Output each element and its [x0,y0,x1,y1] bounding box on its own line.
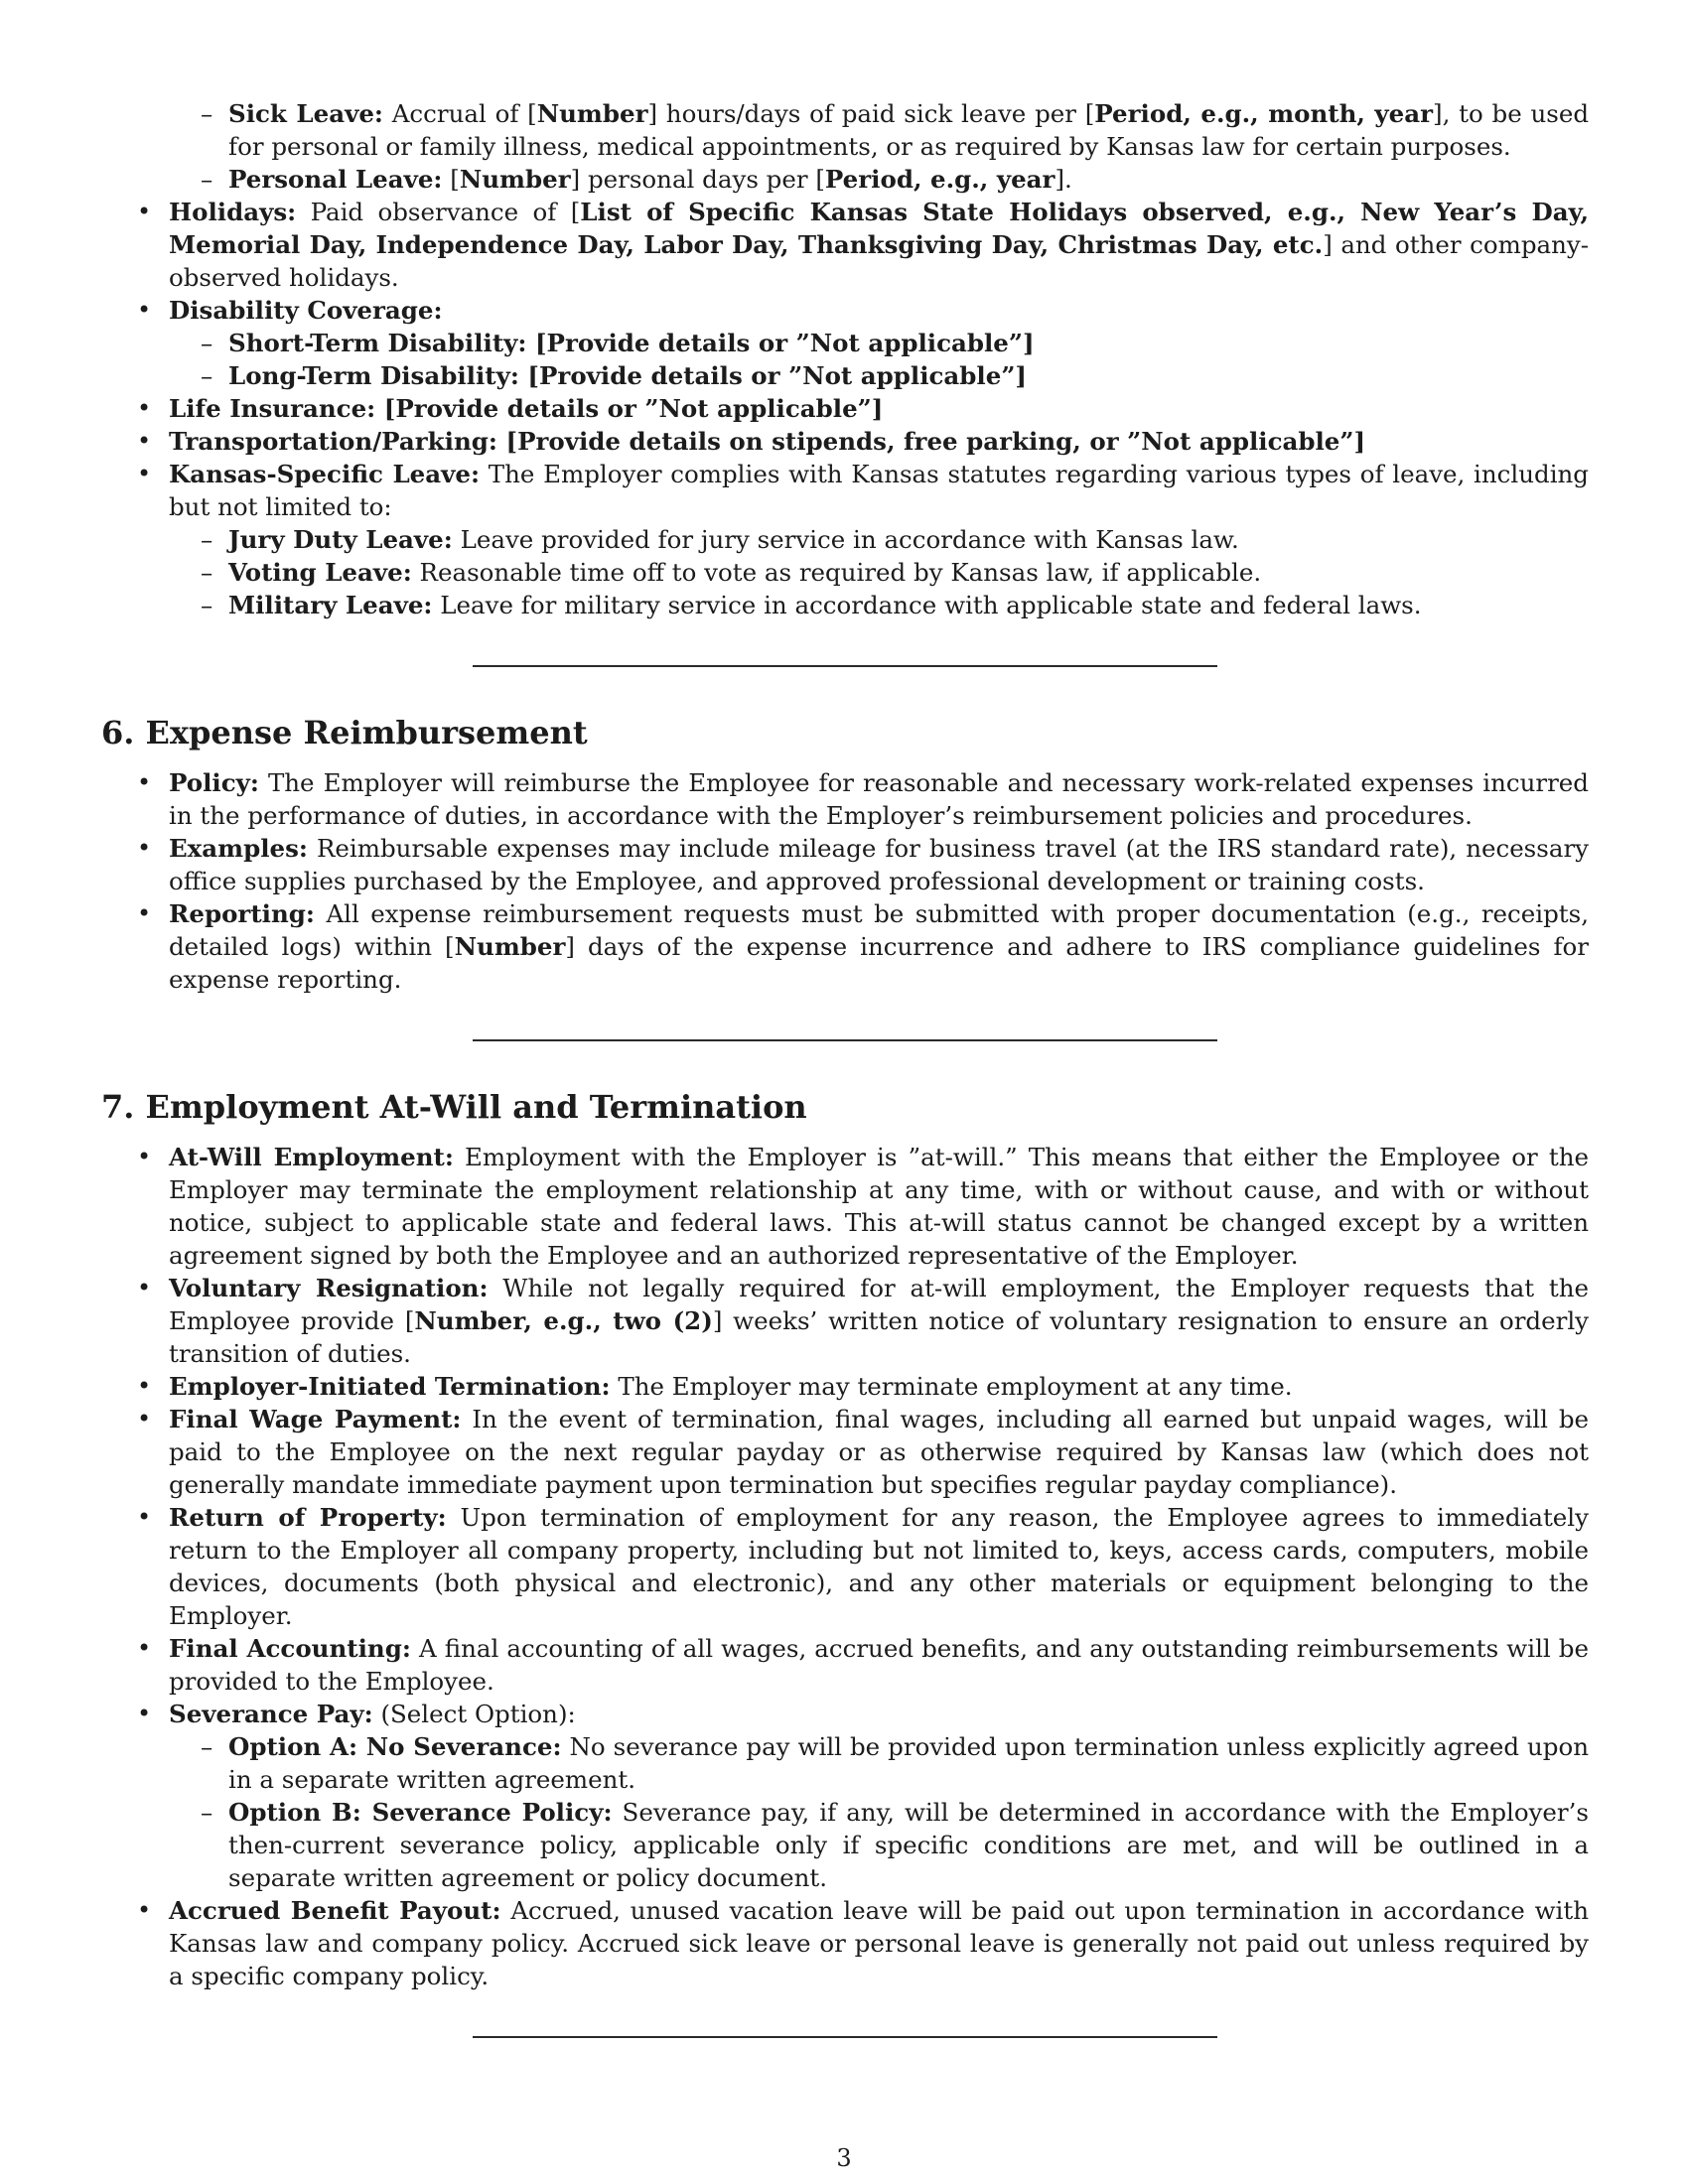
final-accounting-item: • Final Accounting: A final accounting of all wages, accrued benefits, and any outstanding reimbursements will be provided to the Employee. [137,1634,1589,1696]
severance-item: • Severance Pay: (Select Option): – Option A: No Severance: No severance pay will be provided upon termination unless explicitly agreed upon in a separate written agreement. – Option B: Severance Policy: Severance pay, if any, will be determined in accordance with the Employer’s then-current severance policy, applicable only if specific conditions are met, and will be outlined in a separate written agreement or policy document. [137,1700,1590,1892]
return-property-item: • Return of Property: Upon termination of employment for any reason, the Employee agrees to immediately return to the Employer all company property, including but not limited to, keys, access cards, computers, mobile devices, documents (both physical and electronic), and any other materials or equipment belonging to the Employer. [137,1503,1589,1630]
section-6-heading: 6. Expense Reimbursement [101,714,588,751]
at-will-item: • At-Will Employment: Employment with the Employer is ”at-will.” This means that either the Employee or the Employer may terminate the employment relationship at any time, with or without cause, and with or without notice, subject to applicable state and federal laws. This at-will status cannot be changed except by a written agreement signed by both the Employee and an authorized representative of the Employer. [137,1143,1589,1270]
page-number: 3 [836,2144,852,2172]
reporting-item: • Reporting: All expense reimbursement requests must be submitted with proper documentation (e.g., receipts, detailed logs) within [Number] days of the expense incurrence and adhere to IRS compliance guidelines for expense reporting. [137,899,1589,994]
bullet: • [137,198,152,225]
personal-leave-item: – Personal Leave: [Number] personal days per [Period, e.g., year]. [201,165,1072,194]
option-a-item: – Option A: No Severance: No severance pay will be provided upon termination unless explicitly agreed upon in a separate written agreement. [201,1732,1589,1794]
leave-subitems-container [101,97,1589,196]
bullet: • [137,1896,152,1924]
life-insurance-item: • Life Insurance: [Provide details or ”Not applicable”] [137,394,884,423]
bullet: • [137,834,152,862]
disability-sublist [169,327,1589,392]
bullet: • [137,1143,152,1170]
jury-duty-item: – Jury Duty Leave: Leave provided for jury service in accordance with Kansas law. [201,525,1239,554]
examples-item: • Examples: Reimbursable expenses may include mileage for business travel (at the IRS standard rate), necessary office supplies purchased by the Employee, and approved professional development or training costs. [137,834,1589,895]
transportation-item: • Transportation/Parking: [Provide details on stipends, free parking, or ”Not applicable”] [137,427,1366,456]
section-divider [473,1039,1217,1041]
bullet: • [137,1405,152,1433]
bullet: • [137,460,152,487]
kansas-leave-item: • Kansas-Specific Leave: The Employer complies with Kansas statutes regarding various types of leave, including but not limited to: – Jury Duty Leave: Leave provided for jury service in accordance with Kansas law. – Voting Leave: Reasonable time off to vote as required by Kansas law, if applicable. – Military Leave: Leave for military service in accordance with applicable state and federal laws. [137,460,1589,619]
bullet: • [137,1700,152,1727]
kansas-leave-sublist [169,523,1589,621]
bullet: • [137,768,152,796]
policy-item: • Policy: The Employer will reimburse the Employee for reasonable and necessary work-related expenses incurred in the performance of duties, in accordance with the Employer’s reimbursement policies and procedures. [137,768,1589,830]
sick-leave-item: – Sick Leave: Accrual of [Number] hours/days of paid sick leave per [Period, e.g., month, year], to be used for personal or family illness, medical appointments, or as required by Kansas law for certain purposes. [201,99,1590,161]
bullet: • [137,427,152,455]
employer-termination-item: • Employer-Initiated Termination: The Employer may terminate employment at any time. [137,1372,1293,1401]
leave-sublist [169,97,1589,196]
bullet: • [137,1503,152,1531]
long-term-disability-item: – Long-Term Disability: [Provide details or ”Not applicable”] [201,361,1028,390]
bullet: • [137,1634,152,1662]
voting-leave-item: – Voting Leave: Reasonable time off to vote as required by Kansas law, if applicable. [201,558,1262,587]
section-divider [473,2036,1217,2038]
bullet: • [137,394,152,422]
holidays-item: • Holidays: Paid observance of [List of Specific Kansas State Holidays observed, e.g., New Year’s Day, Memorial Day, Independence Day, Labor Day, Thanksgiving Day, Christmas Day, etc.] and other company-observed holidays. [137,198,1590,292]
bullet: • [137,899,152,927]
final-wage-item: • Final Wage Payment: In the event of termination, final wages, including all earned but unpaid wages, will be paid to the Employee on the next regular payday or as otherwise required by Kansas law (which does not generally mandate immediate payment upon termination but specifies regular payday compliance). [137,1405,1589,1499]
bullet: • [137,1372,152,1400]
section-6-list [101,766,1589,996]
disability-item: • Disability Coverage: – Short-Term Disability: [Provide details or ”Not applicable”] – Long-Term Disability: [Provide details or ”Not applicable”] [101,294,1589,392]
short-term-disability-item: – Short-Term Disability: [Provide details or ”Not applicable”] [201,329,1035,357]
option-b-item: – Option B: Severance Policy: Severance pay, if any, will be determined in accordance with the Employer’s then-current severance policy, applicable only if specific conditions are met, and will be outlined in a separate written agreement or policy document. [201,1798,1590,1892]
military-leave-item: – Military Leave: Leave for military service in accordance with applicable state and federal laws. [201,591,1422,619]
bullet: • [137,1274,152,1301]
resignation-item: • Voluntary Resignation: While not legally required for at-will employment, the Employer requests that the Employee provide [Number, e.g., two (2)] weeks’ written notice of voluntary resignation to ensure an orderly transition of duties. [137,1274,1589,1368]
severance-options [169,1730,1589,1894]
benefits-list-continued [101,97,1589,621]
bullet: • [137,296,152,324]
section-7-list [101,1141,1589,1992]
benefit-payout-item: • Accrued Benefit Payout: Accrued, unused vacation leave will be paid out upon termination in accordance with Kansas law and company policy. Accrued sick leave or personal leave is generally not paid out unless required by a specific company policy. [137,1896,1589,1990]
page-content [101,97,1589,2038]
section-divider [473,665,1217,667]
section-7-heading: 7. Employment At-Will and Termination [101,1088,807,1126]
